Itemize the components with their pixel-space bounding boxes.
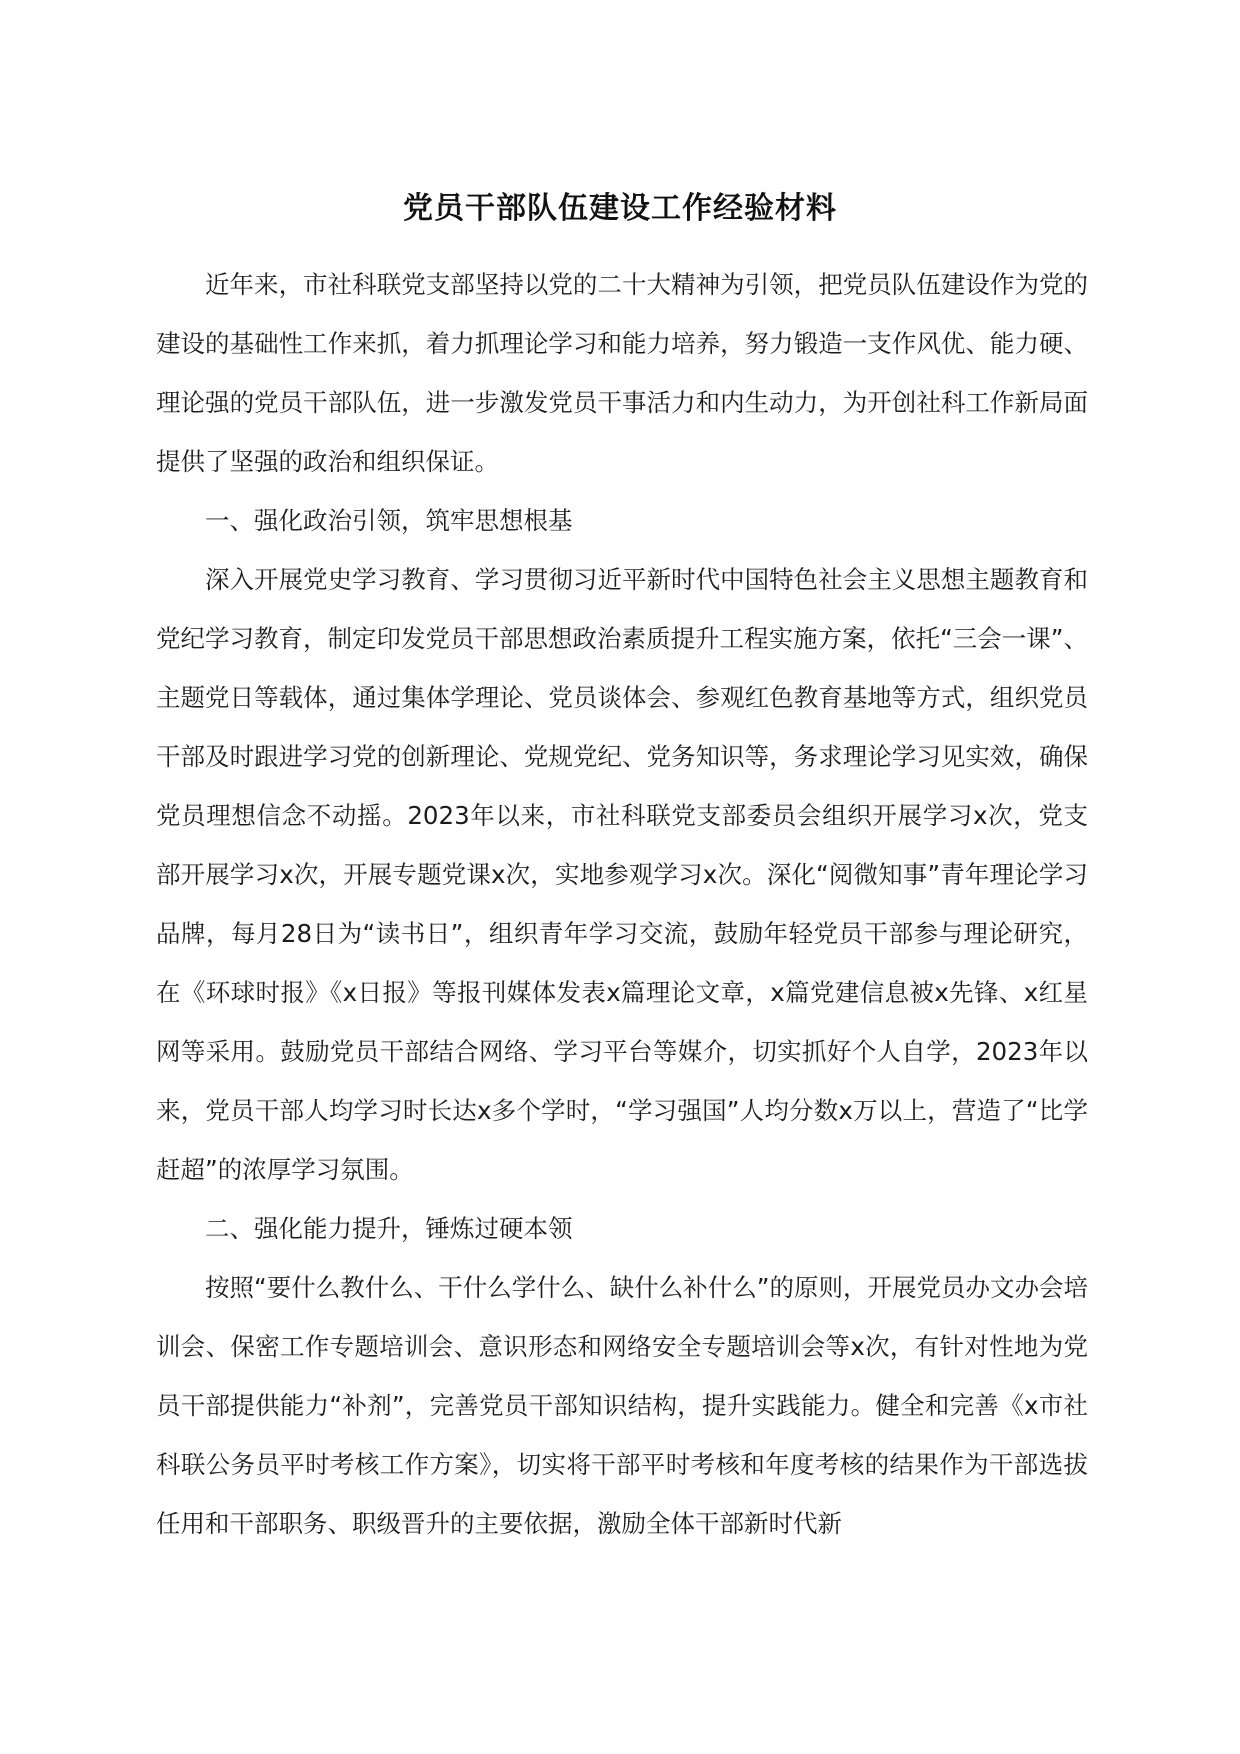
section-heading-1: 一、强化政治引领，筑牢思想根基 [205,506,573,535]
section-2-paragraph: 按照“要什么教什么、干什么学什么、缺什么补什么”的原则，开展党员办文办会培训会、保密工作专题培训会、意识形态和网络安全专题培训会等x次，有针对性地为党员干部提供能力“补剂”，完善党员干部知识结构，提升实践能力。健全和完善《x市社科联公务员平时考核工作方案》，切实将干部平时考核和年度考核的结果作为干部选拔任用和干部职务、职级晋升的主要依据，激励全体干部新时代新 [156,1273,1088,1538]
intro-paragraph: 近年来，市社科联党支部坚持以党的二十大精神为引领，把党员队伍建设作为党的建设的基础性工作来抓，着力抓理论学习和能力培养，努力锻造一支作风优、能力硬、理论强的党员干部队伍，进一步激发党员干事活力和内生动力，为开创社科工作新局面提供了坚强的政治和组织保证。 [156,270,1088,476]
document-body [156,255,1088,1553]
section-heading-2: 二、强化能力提升，锤炼过硬本领 [205,1214,573,1243]
document-title: 党员干部队伍建设工作经验材料 [403,191,837,226]
section-1-paragraph: 深入开展党史学习教育、学习贯彻习近平新时代中国特色社会主义思想主题教育和党纪学习教育，制定印发党员干部思想政治素质提升工程实施方案，依托“三会一课”、主题党日等载体，通过集体学理论、党员谈体会、参观红色教育基地等方式，组织党员干部及时跟进学习党的创新理论、党规党纪、党务知识等，务求理论学习见实效，确保党员理想信念不动摇。2023年以来，市社科联党支部委员会组织开展学习x次，党支部开展学习x次，开展专题党课x次，实地参观学习x次。深化“阅微知事”青年理论学习品牌，每月28日为“读书日”，组织青年学习交流，鼓励年轻党员干部参与理论研究，在《环球时报》《x日报》等报刊媒体发表x篇理论文章，x篇党建信息被x先锋、x红星网等采用。鼓励党员干部结合网络、学习平台等媒介，切实抓好个人自学，2023年以来，党员干部人均学习时长达x多个学时，“学习强国”人均分数x万以上，营造了“比学赶超”的浓厚学习氛围。 [156,565,1088,1184]
